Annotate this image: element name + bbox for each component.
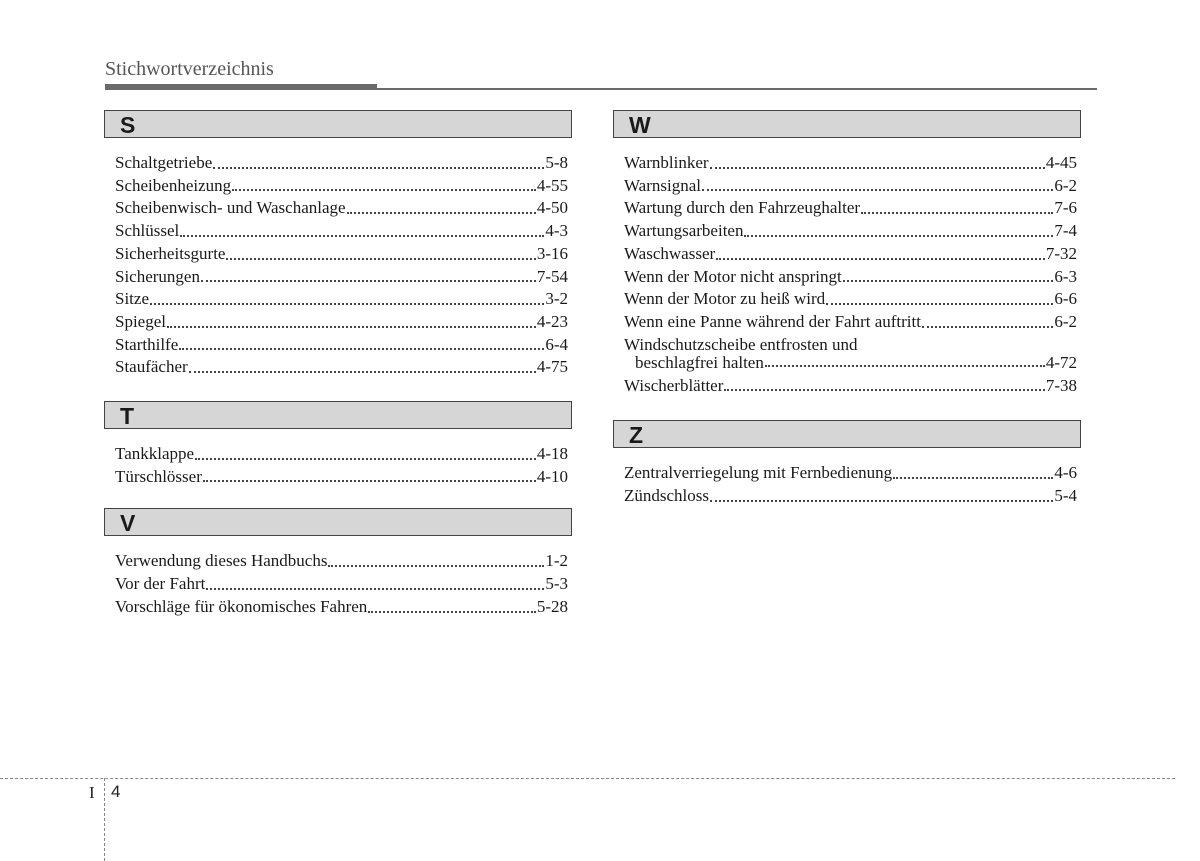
- dot-leader: [167, 326, 536, 328]
- entry-page: 4-50: [536, 198, 568, 218]
- entry-page: 4-72: [1045, 352, 1077, 372]
- entry-term-continued: beschlagfrei halten: [635, 352, 764, 372]
- entry-term: Tankklappe: [115, 444, 195, 464]
- section-letter: V: [104, 508, 572, 536]
- entry-term: Scheibenheizung: [115, 175, 232, 195]
- entry-term: Sicherungen: [115, 266, 200, 286]
- entry-term: Starthilfe: [115, 334, 179, 354]
- dot-leader: [213, 167, 544, 169]
- entry-page: 5-3: [545, 574, 568, 594]
- entry-term: Windschutzscheibe entfrosten und: [624, 334, 858, 354]
- section-letter: Z: [613, 420, 1081, 448]
- index-entry: [624, 243, 1077, 266]
- dot-leader: [702, 189, 1053, 191]
- entry-page: 6-2: [1054, 311, 1077, 331]
- dot-leader: [189, 371, 536, 373]
- dot-leader: [201, 280, 536, 282]
- entry-term: Vor der Fahrt: [115, 574, 206, 594]
- entry-term: Wischerblätter: [624, 375, 724, 395]
- entry-page: 4-3: [545, 221, 568, 241]
- index-entry: [115, 197, 568, 220]
- entry-term: Spiegel: [115, 311, 166, 331]
- section-letter: T: [104, 401, 572, 429]
- index-entry: [115, 466, 568, 489]
- dot-leader: [226, 258, 535, 260]
- entry-term: Staufächer: [115, 357, 188, 377]
- entry-page: 5-4: [1054, 486, 1077, 506]
- entry-term: Schaltgetriebe: [115, 153, 213, 172]
- entry-page: 3-16: [536, 243, 568, 263]
- index-section-s: [104, 110, 572, 379]
- entry-page: 1-2: [545, 551, 568, 571]
- entry-term: Wartung durch den Fahrzeughalter: [624, 198, 861, 218]
- dot-leader: [716, 258, 1045, 260]
- entry-term: Wenn eine Panne während der Fahrt auftritt: [624, 311, 921, 331]
- entry-page: 4-45: [1045, 153, 1077, 172]
- footer-vertical-rule: [104, 778, 105, 861]
- index-column-right: [613, 110, 1081, 508]
- entry-term: Türschlösser: [115, 466, 202, 486]
- entry-page: 4-23: [536, 311, 568, 331]
- dot-leader: [180, 235, 544, 237]
- footer-chapter: I: [89, 783, 95, 802]
- index-entry: [115, 288, 568, 311]
- index-entry: [624, 375, 1077, 398]
- index-entry: [624, 288, 1077, 311]
- index-entry: [115, 243, 568, 266]
- dot-leader: [347, 212, 536, 214]
- index-entry: [115, 334, 568, 357]
- footer-rule: [0, 778, 1175, 779]
- dot-leader: [744, 235, 1053, 237]
- entry-page: 7-54: [536, 266, 568, 286]
- index-entry: [115, 311, 568, 334]
- entry-term: Waschwasser: [624, 243, 716, 263]
- dot-leader: [724, 389, 1044, 391]
- dot-leader: [195, 458, 536, 460]
- index-entry: [624, 311, 1077, 334]
- entry-term: Vorschläge für ökonomisches Fahren: [115, 596, 368, 616]
- entry-page: 5-8: [545, 153, 568, 172]
- entry-page: 6-4: [545, 334, 568, 354]
- entry-page: 4-10: [536, 466, 568, 486]
- entry-page: 3-2: [545, 289, 568, 309]
- index-entry: [624, 462, 1077, 485]
- dot-leader: [826, 303, 1053, 305]
- dot-leader: [843, 280, 1054, 282]
- index-entry: [115, 266, 568, 289]
- entry-page: 5-28: [536, 596, 568, 616]
- index-section-z: [613, 420, 1081, 507]
- index-entry: [624, 197, 1077, 220]
- dot-leader: [232, 189, 536, 191]
- entry-page: 4-6: [1054, 463, 1077, 483]
- index-entry: [624, 266, 1077, 289]
- dot-leader: [710, 167, 1045, 169]
- entry-page: 7-32: [1045, 243, 1077, 263]
- entry-term: Wenn der Motor nicht anspringt: [624, 266, 842, 286]
- dot-leader: [206, 588, 544, 590]
- entry-term: Schlüssel: [115, 221, 180, 241]
- index-entry: [115, 220, 568, 243]
- index-entry: [624, 485, 1077, 508]
- index-entry: [115, 443, 568, 466]
- entry-term: Wartungsarbeiten: [624, 221, 744, 241]
- entry-term: Zündschloss: [624, 486, 709, 506]
- index-section-w: [613, 110, 1081, 397]
- dot-leader: [861, 212, 1053, 214]
- entry-page: 6-2: [1054, 175, 1077, 195]
- entry-page: 6-6: [1054, 289, 1077, 309]
- entry-page: 4-18: [536, 444, 568, 464]
- entry-page: 4-75: [536, 357, 568, 377]
- index-entry: [115, 175, 568, 198]
- index-entry: [624, 220, 1077, 243]
- dot-leader: [710, 500, 1053, 502]
- dot-leader: [179, 348, 544, 350]
- dot-leader: [150, 303, 544, 305]
- entry-term: Warnsignal: [624, 175, 701, 195]
- page-header-title: Stichwortverzeichnis: [105, 58, 274, 80]
- entry-term: Wenn der Motor zu heiß wird: [624, 289, 826, 309]
- entry-term: Warnblinker: [624, 153, 709, 172]
- entry-page: 7-38: [1045, 375, 1077, 395]
- entry-page: 7-4: [1054, 221, 1077, 241]
- index-column-left: [104, 110, 572, 619]
- header-rule: [105, 88, 1097, 90]
- dot-leader: [893, 477, 1053, 479]
- index-entry: [624, 336, 1077, 372]
- index-entry: [624, 152, 1077, 175]
- dot-leader: [922, 326, 1053, 328]
- section-letter: S: [104, 110, 572, 138]
- index-entry: [115, 596, 568, 619]
- section-letter: W: [613, 110, 1081, 138]
- entry-term: Verwendung dieses Handbuchs: [115, 551, 328, 571]
- entry-term: Scheibenwisch- und Waschanlage: [115, 198, 346, 218]
- index-section-v: [104, 508, 572, 618]
- index-section-t: [104, 401, 572, 488]
- index-entry: [624, 175, 1077, 198]
- entry-page: 7-6: [1054, 198, 1077, 218]
- entry-page: 6-3: [1054, 266, 1077, 286]
- entry-term: Sitze: [115, 289, 149, 309]
- index-entry: [115, 573, 568, 596]
- entry-term: Sicherheitsgurte: [115, 243, 226, 263]
- entry-page: 4-55: [536, 175, 568, 195]
- index-entry: [115, 152, 568, 175]
- index-entry: [115, 550, 568, 573]
- dot-leader: [203, 480, 536, 482]
- footer-page-number: 4: [111, 782, 121, 801]
- entry-term: Zentralverriegelung mit Fernbedienung: [624, 463, 893, 483]
- index-entry: [115, 356, 568, 379]
- dot-leader: [368, 611, 536, 613]
- dot-leader: [328, 565, 544, 567]
- dot-leader: [765, 365, 1045, 367]
